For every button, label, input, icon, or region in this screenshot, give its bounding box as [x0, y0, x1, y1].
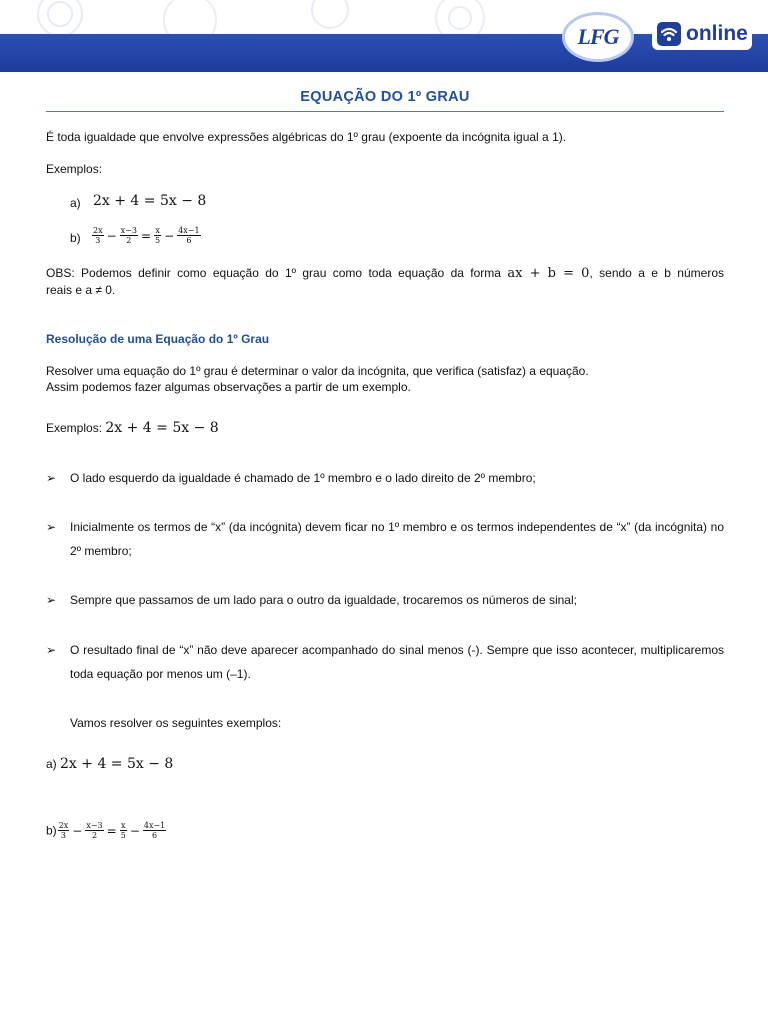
fraction: $\frac{x-3}{2}$: [86, 821, 103, 840]
final-example-b: b) $\frac{2x}{3}$ − $\frac{x-3}{2}$ = $\frac{x}{5}$ − $\frac{4x-1}{6}$: [46, 821, 166, 840]
obs-line-2: reais e a ≠ 0.: [46, 283, 116, 297]
example-a-equation: 2x + 4 = 5x − 8: [93, 193, 207, 209]
wifi-icon: [656, 21, 682, 47]
examples-label: Exemplos:: [46, 162, 103, 176]
lfg-logo[interactable]: [562, 12, 634, 62]
fraction: $\frac{2x}{3}$: [93, 226, 103, 245]
final-example-a: a) 2x + 4 = 5x − 8: [46, 756, 174, 772]
title-divider: [46, 111, 724, 112]
solve-intro: Vamos resolver os seguintes exemplos:: [70, 716, 282, 730]
bullet-item: O lado esquerdo da igualdade é chamado de 1º membro e o lado direito de 2º membro;: [70, 471, 536, 485]
bullet-arrow-icon: ➢: [46, 593, 57, 607]
resolve-line-1: Resolver uma equação do 1º grau é determinar o valor da incógnita, que verifica (satisfaz) a equação.: [46, 364, 589, 378]
page-title: EQUAÇÃO DO 1º GRAU: [300, 89, 470, 105]
obs-line-1: OBS: Podemos definir como equação do 1º grau como toda equação da forma ax + b = 0, sendo a e b números: [46, 266, 724, 281]
fraction: $\frac{x-3}{2}$: [120, 226, 137, 245]
example-b-equation: $\frac{2x}{3}$ − $\frac{x-3}{2}$ = $\frac{x}{5}$ − $\frac{4x-1}{6}$: [93, 226, 200, 245]
bullet-arrow-icon: ➢: [46, 471, 57, 485]
fraction: $\frac{x}{5}$: [155, 226, 161, 245]
fraction: $\frac{2x}{3}$: [58, 821, 69, 840]
example-b-label: b): [70, 231, 81, 245]
bullet-arrow-icon: ➢: [46, 643, 57, 657]
bullet-item: O resultado final de “x” não deve aparecer acompanhado do sinal menos (-). Sempre que isso acontecer, multiplicaremos toda equação por menos um (–1).: [70, 643, 724, 681]
bullet-arrow-icon: ➢: [46, 520, 57, 534]
example-a-label: a): [70, 196, 81, 210]
intro-paragraph: É toda igualdade que envolve expressões algébricas do 1º grau (expoente da incógnita igual a 1).: [46, 130, 567, 144]
bullet-item: Sempre que passamos de um lado para o outro da igualdade, trocaremos os números de sinal;: [70, 593, 577, 607]
examples-2: Exemplos: 2x + 4 = 5x − 8: [46, 420, 219, 436]
resolve-line-2: Assim podemos fazer algumas observações a partir de um exemplo.: [46, 380, 411, 394]
fraction: $\frac{x}{5}$: [120, 821, 126, 840]
section-heading: Resolução de uma Equação do 1º Grau: [46, 332, 270, 346]
online-logo[interactable]: [652, 18, 752, 50]
fraction: $\frac{4x-1}{6}$: [143, 821, 166, 840]
header-banner: [0, 0, 768, 72]
bullet-item: Inicialmente os termos de “x” (da incógnita) devem ficar no 1º membro e os termos independentes de “x” (da incógnita) no 2º membro;: [70, 520, 724, 558]
fraction: $\frac{4x-1}{6}$: [178, 226, 200, 245]
lfg-logo-text: LFG: [577, 24, 619, 49]
online-logo-text: online: [686, 22, 748, 45]
